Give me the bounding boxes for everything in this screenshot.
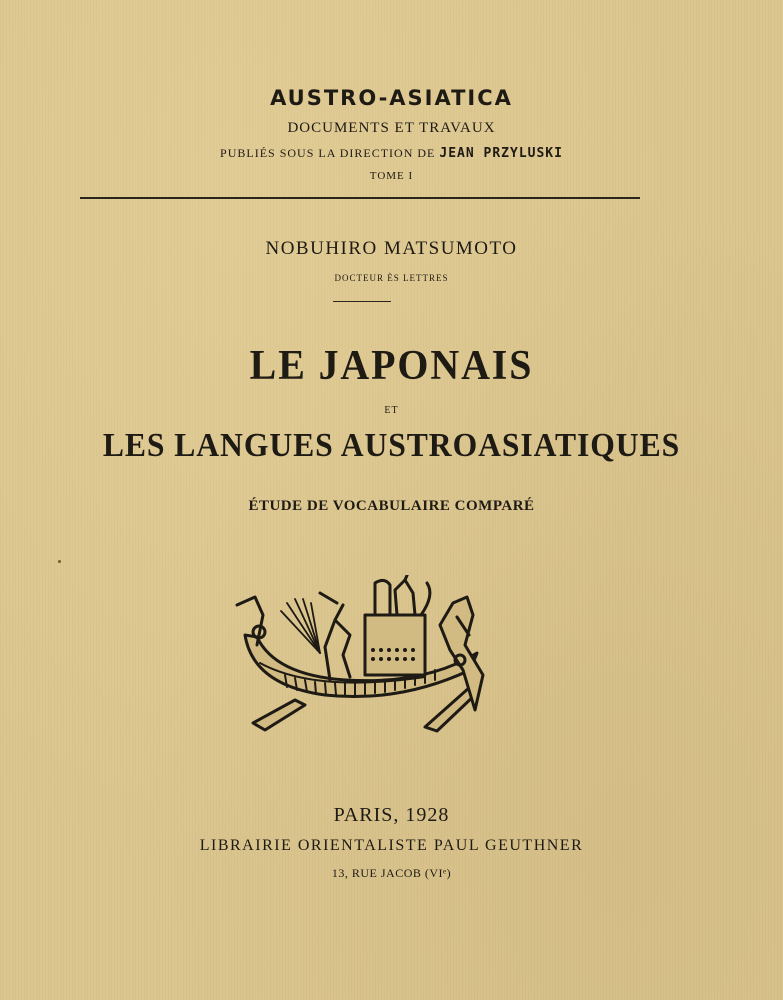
series-direction — [0, 146, 783, 161]
boat-engraving-icon — [225, 575, 495, 735]
book-title-line1: LE JAPONAIS — [249, 343, 534, 389]
imprint-publisher: LIBRAIRIE ORIENTALISTE PAUL GEUTHNER — [199, 837, 584, 854]
author-rule — [333, 301, 391, 302]
author-degree: DOCTEUR ÈS LETTRES — [334, 273, 449, 283]
book-subtitle: ÉTUDE DE VOCABULAIRE COMPARÉ — [248, 498, 535, 514]
direction-prefix: PUBLIÉS SOUS LA DIRECTION DE — [220, 146, 436, 160]
title-conjunction: ET — [384, 405, 399, 416]
author-name: NOBUHIRO MATSUMOTO — [265, 238, 518, 259]
imprint-address: 13, RUE JACOB (VIᵉ) — [331, 866, 452, 880]
series-director: JEAN PRZYLUSKI — [439, 146, 563, 161]
imprint-place-year: PARIS, 1928 — [333, 804, 450, 826]
series-volume: TOME I — [369, 170, 414, 182]
series-title: AUSTRO-ASIATICA — [270, 86, 513, 110]
series-subtitle: DOCUMENTS ET TRAVAUX — [287, 120, 496, 136]
header-rule — [80, 197, 640, 199]
book-title-line2: LES LANGUES AUSTROASIATIQUES — [102, 427, 681, 464]
paper-speck — [58, 560, 61, 563]
